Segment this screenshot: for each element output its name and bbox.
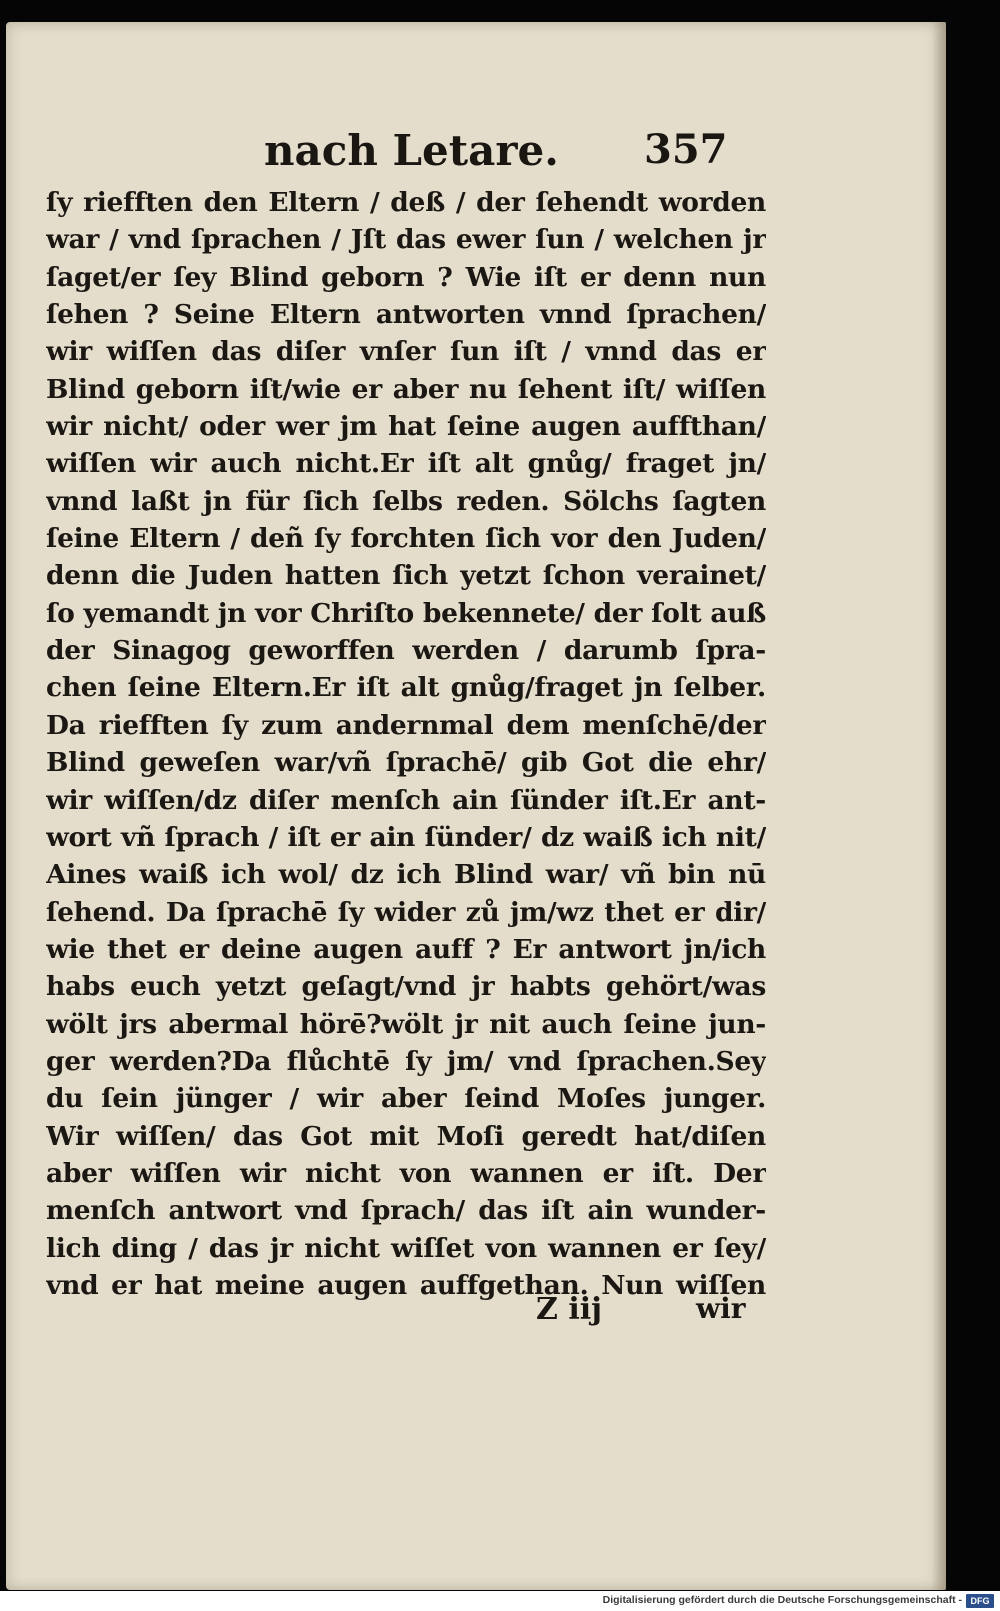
credit-text: Digitalisierung gefördert durch die Deutsche Forschungsgemeinschaft -: [602, 1594, 962, 1606]
dfg-logo: DFG: [966, 1594, 994, 1608]
credit-bar: [0, 1591, 1000, 1611]
folio-number: 357: [644, 126, 728, 173]
text-line: wir nicht/ oder wer jm hat ſeine augen auffthan/: [46, 411, 766, 443]
text-line: war / vnd ſprachen / Jſt das ewer ſun / welchen jr: [46, 224, 766, 256]
text-line: Da riefften ſy zum andernmal dem menſchē/der: [46, 709, 766, 741]
text-line: aber wiſſen wir nicht von wannen er iſt. Der: [46, 1157, 766, 1189]
text-line: ſeine Eltern / deñ ſy forchten ſich vor den Juden/: [46, 523, 766, 555]
text-line: chen ſeine Eltern.Er iſt alt gnůg/fraget jn ſelber.: [46, 672, 766, 704]
page-header: [6, 126, 946, 190]
text-line: wölt jrs abermal hörē?wölt jr nit auch ſeine jun-: [46, 1008, 766, 1040]
text-line: denn die Juden hatten ſich yetzt ſchon verainet/: [46, 560, 766, 592]
text-line: vnd er hat meine augen auffgethan. Nun wiſſen: [46, 1269, 766, 1301]
text-line: wiſſen wir auch nicht.Er iſt alt gnůg/ fraget jn/: [46, 448, 766, 480]
text-line: Blind geborn iſt/wie er aber nu ſehent iſt/ wiſſen: [46, 373, 766, 405]
text-block: [46, 184, 766, 1304]
text-line: ſehend. Da ſprachē ſy wider zů jm/wz thet er dir/: [46, 896, 766, 928]
text-line: du ſein jünger / wir aber ſeind Moſes junger.: [46, 1083, 766, 1115]
text-line: ſaget/er ſey Blind geborn ? Wie iſt er denn nun: [46, 261, 766, 293]
book-page: [6, 22, 946, 1590]
text-line: wir wiſſen das diſer vnſer ſun iſt / vnnd das er: [46, 336, 766, 368]
text-line: Blind geweſen war/vñ ſprachē/ gib Got die ehr/: [46, 747, 766, 779]
signature-mark: Z iij: [536, 1292, 602, 1327]
text-line: lich ding / das jr nicht wiſſet von wannen er ſey/: [46, 1232, 766, 1264]
text-line: der Sinagog geworffen werden / darumb ſpra-: [46, 635, 766, 667]
page-edge-shadow: [932, 22, 946, 1590]
text-line: wort vñ ſprach / iſt er ain ſünder/ dz waiß ich nit/: [46, 821, 766, 853]
catchword: wir: [696, 1292, 746, 1325]
text-line: Wir wiſſen/ das Got mit Moſi geredt hat/diſen: [46, 1120, 766, 1152]
text-line: menſch antwort vnd ſprach/ das iſt ain wunder-: [46, 1195, 766, 1227]
text-line: wir wiſſen/dz diſer menſch ain ſünder iſt.Er ant-: [46, 784, 766, 816]
running-title: nach Letare.: [264, 126, 559, 175]
page-footer: [6, 1292, 946, 1342]
text-line: ſo yemandt jn vor Chriſto bekennete/ der ſolt auß: [46, 597, 766, 629]
text-line: wie thet er deine augen auff ? Er antwort jn/ich: [46, 933, 766, 965]
text-line: vnnd laßt jn für ſich ſelbs reden. Sölchs ſagten: [46, 485, 766, 517]
text-line: ger werden?Da flůchtē ſy jm/ vnd ſprachen.Sey: [46, 1045, 766, 1077]
text-line: ſehen ? Seine Eltern antworten vnnd ſprachen/: [46, 299, 766, 331]
text-line: habs euch yetzt geſagt/vnd jr habts gehört/was: [46, 971, 766, 1003]
text-line: ſy riefften den Eltern / deß / der ſehendt worden: [46, 187, 766, 218]
text-line: Aines waiß ich wol/ dz ich Blind war/ vñ bin nū: [46, 859, 766, 891]
